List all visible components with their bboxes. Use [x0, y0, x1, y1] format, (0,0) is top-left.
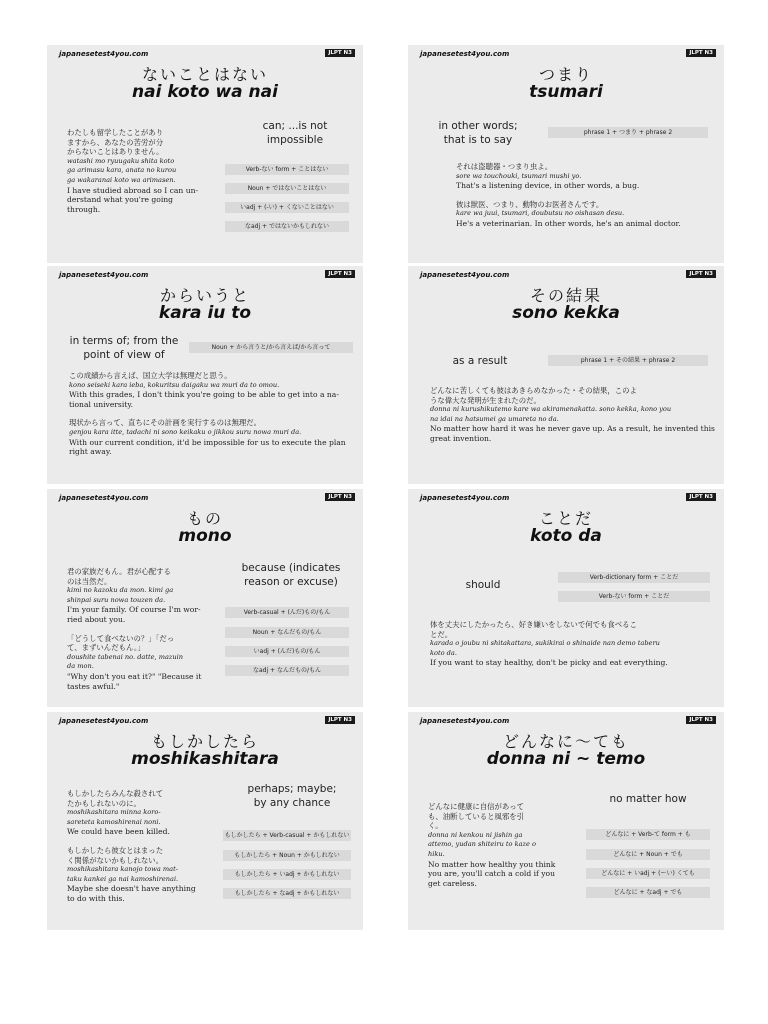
example-japanese: 「どうして食べないの？」「だっ [67, 633, 175, 643]
meaning-line: in other words; [438, 120, 518, 132]
example-english: No matter how healthy you think [428, 859, 556, 869]
grammar-pattern: どんなに + いadj + (ーい) くても [586, 868, 710, 879]
site-name: japanesetest4you.com [59, 717, 149, 725]
grammar-meaning [593, 792, 703, 806]
meaning-line: perhaps; maybe; [247, 783, 337, 795]
grammar-title-romaji: donna ni ~ temo [486, 749, 646, 769]
grammar-title-romaji: mono [178, 526, 232, 546]
example-japanese: たかもしれないのに。 [67, 798, 141, 808]
site-name: japanesetest4you.com [59, 50, 149, 58]
grammar-title-romaji: tsumari [529, 82, 603, 102]
example-romaji: da mon. [67, 662, 94, 671]
grammar-card-kara-iu-to [47, 266, 363, 484]
example-romaji: genjou kara itte, tadachi ni sono keikaku o jikkou suru nowa muri da. [69, 427, 302, 436]
example-japanese: 現状から言って、直ちにその計画を実行するのは無理だ。 [69, 418, 262, 428]
grammar-meaning [232, 782, 352, 810]
example-romaji: doushite tabenai no. datte, mazuin [67, 652, 184, 661]
grammar-pattern: もしかしたら + いadj + かもしれない [223, 869, 351, 880]
example-romaji: kimi no kazoku da mon. kimi ga [67, 586, 174, 595]
grammar-card-mono [47, 489, 363, 707]
example-romaji: na idai na hatsumei ga umareta no da. [430, 414, 559, 423]
example-english: I'm your family. Of course I'm wor- [67, 605, 201, 615]
site-name: japanesetest4you.com [59, 494, 149, 502]
example-japanese: どんなに苦しくても彼はあきらめなかった・その結果，このよ [430, 386, 637, 395]
example-english: tional university. [69, 399, 134, 409]
example-english: ried about you. [67, 614, 126, 624]
example-romaji: donna ni kenkou ni jishin ga [428, 830, 523, 839]
example-romaji: kare wa juui, tsumari, doubutsu no oishasan desu. [456, 209, 625, 218]
grammar-title-japanese: どんなに〜ても [502, 732, 629, 751]
meaning-line: point of view of [83, 349, 165, 361]
example-romaji: kono seiseki kara ieba, kokuritsu daigaku wa muri da to omou. [69, 380, 280, 389]
example-japanese: この成績から言えば、国立大学は無理だと思う。 [69, 371, 232, 380]
example-japanese: もしかしたら彼女とはまった [67, 845, 164, 855]
example-japanese: うな偉大な発明が生まれたのだ。 [430, 395, 541, 405]
grammar-title-japanese: もしかしたら [150, 732, 259, 751]
grammar-pattern: Noun + なんだもの/もん [225, 627, 349, 638]
meaning-line: should [465, 579, 501, 591]
grammar-pattern: もしかしたら + Noun + かもしれない [223, 850, 351, 861]
example-romaji: donna ni kurushikutemo kare wa akiramenakatta. sono kekka, kono you [430, 405, 672, 414]
example-romaji: ga arimasu kara, anata no kurou [67, 166, 177, 175]
jlpt-badge: JLPT N3 [686, 493, 716, 501]
example-english: through. [67, 204, 101, 214]
site-name: japanesetest4you.com [420, 271, 510, 279]
grammar-title-japanese: その結果 [529, 286, 602, 305]
example-japanese: からないことはありません。 [67, 147, 164, 157]
example-romaji: attemo, yudan shiteiru to kaze o [428, 840, 536, 849]
grammar-pattern: どんなに + なadj + でも [586, 887, 710, 898]
example-japanese: とだ。 [430, 629, 453, 639]
grammar-meaning [59, 334, 189, 362]
jlpt-badge: JLPT N3 [686, 716, 716, 724]
meaning-line: reason or excuse) [244, 576, 338, 588]
example-english: to do with this. [67, 893, 125, 903]
grammar-card-sono-kekka [408, 266, 724, 484]
example-romaji: sareteta kamoshirenai noni. [67, 817, 161, 826]
grammar-pattern: Noun + ではないことはない [225, 183, 349, 194]
grammar-pattern: Verb-ない form + ことはない [225, 164, 349, 175]
example-english: With our current condition, it'd be impossible for us to execute the plan [69, 437, 346, 447]
grammar-title-japanese: からいうと [159, 286, 250, 305]
grammar-title-romaji: nai koto wa nai [132, 82, 278, 102]
jlpt-badge: JLPT N3 [686, 270, 716, 278]
site-name: japanesetest4you.com [420, 717, 510, 725]
grammar-title-japanese: ことだ [538, 509, 593, 528]
jlpt-badge: JLPT N3 [686, 49, 716, 57]
grammar-pattern: もしかしたら + なadj + かもしれない [223, 888, 351, 899]
grammar-meaning [235, 119, 355, 147]
example-english: get careless. [428, 878, 477, 888]
grammar-pattern: なadj + なんだもの/もん [225, 665, 349, 676]
example-english: right away. [69, 447, 112, 457]
grammar-title-romaji: sono kekka [512, 303, 620, 323]
example-romaji: ga wakaranai koto wa arimasen. [67, 175, 176, 184]
grammar-title-japanese: もの [186, 509, 223, 528]
example-japanese: のは当然だ。 [67, 576, 112, 586]
meaning-line: because (indicates [241, 562, 341, 574]
example-english: That's a listening device, in other words, a bug. [456, 181, 640, 191]
example-block [428, 802, 583, 888]
jlpt-badge: JLPT N3 [325, 716, 355, 724]
grammar-title-romaji: koto da [530, 526, 602, 546]
example-japanese: わたしも留学したことがあり [67, 128, 164, 137]
grammar-pattern: なadj + ではないかもしれない [225, 221, 349, 232]
example-japanese: 彼は獣医、つまり、動物のお医者さんです。 [456, 199, 604, 209]
example-romaji: watashi mo ryuugaku shita koto [67, 156, 175, 165]
example-block [430, 386, 720, 444]
grammar-pattern: Verb-ない form + ことだ [558, 591, 710, 602]
meaning-line: that is to say [443, 134, 513, 146]
grammar-card-nai-koto-wa-nai [47, 45, 363, 263]
grammar-card-tsumari [408, 45, 724, 263]
example-romaji: taku kankei ga nai kamoshirenai. [67, 874, 179, 883]
meaning-line: can; ...is not [262, 120, 328, 132]
example-japanese: も、油断していると風邪を引 [428, 811, 525, 821]
example-japanese: もしかしたらみんな殺されて [67, 789, 164, 798]
example-japanese: ますから、あなたの苦労が分 [67, 137, 164, 147]
example-japanese: 体を丈夫にしたかったら、好き嫌いをしないで何でも食べるこ [430, 620, 637, 629]
grammar-title-japanese: つまり [538, 65, 593, 84]
grammar-title-romaji: moshikashitara [131, 749, 279, 769]
example-english: tastes awful." [67, 681, 120, 691]
grammar-card-moshikashitara [47, 712, 363, 930]
example-english: Maybe she doesn't have anything [67, 884, 196, 894]
example-english: He's a veterinarian. In other words, he's an animal doctor. [456, 218, 681, 228]
grammar-title-romaji: kara iu to [158, 303, 252, 323]
grammar-pattern: phrase 1 + その結果 + phrase 2 [548, 355, 708, 366]
example-japanese: く関係がないかもしれない。 [67, 855, 164, 865]
meaning-line: in terms of; from the [69, 335, 179, 347]
example-romaji: moshikashitara minna koro- [67, 808, 161, 817]
meaning-line: impossible [266, 134, 324, 146]
grammar-pattern: Noun + から言うと/から言えば/から言って [189, 342, 353, 353]
grammar-pattern: どんなに + Verb-て form + も [586, 829, 710, 840]
example-japanese: て、まずいんだもん。」 [67, 643, 145, 653]
grammar-meaning [448, 578, 518, 592]
grammar-pattern: Verb-dictionary form + ことだ [558, 572, 710, 583]
example-english: you are, you'll catch a cold if you [428, 869, 556, 879]
example-japanese: それは盗聴器・つまり虫よ。 [456, 162, 553, 171]
example-romaji: sore wa touchouki, tsumari mushi yo. [456, 171, 582, 180]
example-romaji: hiku. [428, 849, 445, 858]
example-romaji: koto da. [430, 648, 457, 657]
grammar-card-koto-da [408, 489, 724, 707]
grammar-pattern: Verb-casual + (んだ)もの/もん [225, 607, 349, 618]
example-english: I have studied abroad so I can un- [67, 185, 199, 195]
meaning-line: by any chance [253, 797, 331, 809]
site-name: japanesetest4you.com [420, 50, 510, 58]
site-name: japanesetest4you.com [59, 271, 149, 279]
example-block [67, 567, 219, 691]
example-english: No matter how hard it was he never gave up. As a result, he invented this [430, 424, 715, 434]
example-japanese: 君の家族だもん。君が心配する [67, 567, 171, 576]
example-block [456, 162, 718, 229]
grammar-meaning [227, 561, 355, 589]
meaning-line: no matter how [609, 793, 687, 805]
grammar-pattern: もしかしたら + Verb-casual + かもしれない [224, 832, 350, 839]
grammar-meaning [440, 354, 520, 368]
example-japanese: く。 [428, 821, 443, 831]
grammar-pattern: どんなに + Noun + でも [586, 849, 710, 860]
example-japanese: どんなに健康に自信があって [428, 802, 525, 811]
jlpt-badge: JLPT N3 [325, 493, 355, 501]
example-romaji: moshikashitara kanojo towa mat- [67, 865, 178, 874]
example-block [69, 371, 359, 457]
grammar-card-donna-ni-temo [408, 712, 724, 930]
grammar-meaning [428, 119, 528, 147]
meaning-line: as a result [452, 355, 508, 367]
example-english: derstand what you're going [67, 195, 174, 205]
example-block [67, 789, 217, 904]
example-block [430, 620, 720, 668]
example-romaji: shinpai suru nowa touzen da. [67, 595, 166, 604]
site-name: japanesetest4you.com [420, 494, 510, 502]
example-english: If you want to stay healthy, don't be picky and eat everything. [430, 658, 668, 668]
jlpt-badge: JLPT N3 [325, 49, 355, 57]
example-romaji: karada o joubu ni shitakattara, sukikirai o shinaide nan demo taberu [430, 639, 660, 648]
grammar-pattern: いadj + (-い) + くないことはない [225, 202, 349, 213]
grammar-title-japanese: ないことはない [141, 65, 268, 84]
jlpt-badge: JLPT N3 [325, 270, 355, 278]
example-english: great invention. [430, 433, 492, 443]
example-english: We could have been killed. [67, 827, 170, 837]
example-block [67, 128, 222, 214]
example-english: With this grades, I don't think you're going to be able to get into a na- [69, 390, 339, 400]
example-english: "Why don't you eat it?" "Because it [67, 671, 202, 681]
grammar-pattern: phrase 1 + つまり + phrase 2 [548, 127, 708, 138]
grammar-pattern: いadj + (んだ)もの/もん [225, 646, 349, 657]
